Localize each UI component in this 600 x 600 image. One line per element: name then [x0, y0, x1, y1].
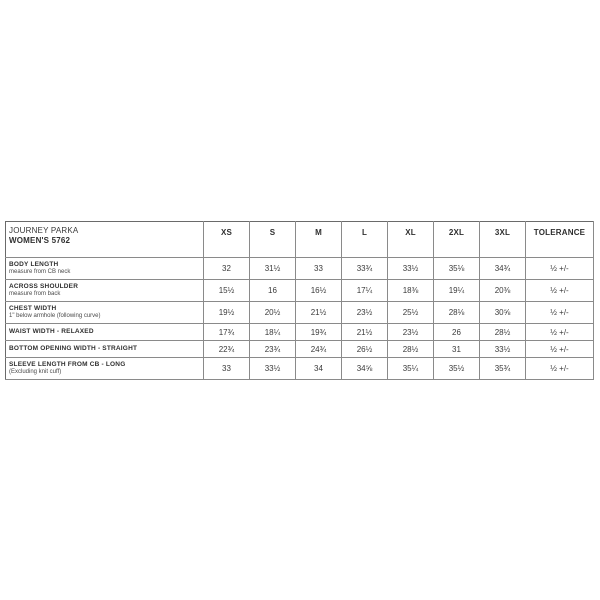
value-cell: 33 — [204, 358, 250, 380]
value-cell: 33½ — [250, 358, 296, 380]
size-header-2xl: 2XL — [434, 222, 480, 258]
measurement-name: BOTTOM OPENING WIDTH - STRAIGHT — [9, 345, 138, 353]
value-cell: 35¼ — [388, 358, 434, 380]
measurement-name: BODY LENGTH — [9, 261, 59, 269]
tolerance-cell: ½ +/- — [526, 302, 594, 324]
measurement-label — [6, 258, 204, 280]
value-cell: 34¾ — [480, 258, 526, 280]
tolerance-cell: ½ +/- — [526, 341, 594, 358]
value-cell: 28½ — [480, 324, 526, 341]
value-cell: 17¼ — [342, 280, 388, 302]
value-cell: 19¾ — [296, 324, 342, 341]
value-cell: 19½ — [204, 302, 250, 324]
value-cell: 24¾ — [296, 341, 342, 358]
table-row — [6, 358, 594, 380]
product-subtitle: WOMEN'S 5762 — [9, 236, 71, 245]
size-chart-table — [5, 221, 594, 380]
value-cell: 33½ — [388, 258, 434, 280]
size-header-xl: XL — [388, 222, 434, 258]
measurement-label — [6, 341, 204, 358]
value-cell: 23½ — [388, 324, 434, 341]
value-cell: 20⅜ — [480, 280, 526, 302]
value-cell: 33¾ — [342, 258, 388, 280]
table-row — [6, 302, 594, 324]
measurement-label — [6, 324, 204, 341]
measurement-note: 1" below armhole (following curve) — [9, 312, 101, 319]
table-row — [6, 324, 594, 341]
value-cell: 23½ — [342, 302, 388, 324]
value-cell: 32 — [204, 258, 250, 280]
value-cell: 17¾ — [204, 324, 250, 341]
value-cell: 22¾ — [204, 341, 250, 358]
value-cell: 16 — [250, 280, 296, 302]
tolerance-cell: ½ +/- — [526, 358, 594, 380]
product-title-cell — [6, 222, 204, 258]
value-cell: 33 — [296, 258, 342, 280]
value-cell: 18¼ — [250, 324, 296, 341]
table-row — [6, 280, 594, 302]
tolerance-cell: ½ +/- — [526, 324, 594, 341]
value-cell: 28½ — [388, 341, 434, 358]
size-header-3xl: 3XL — [480, 222, 526, 258]
size-header-s: S — [250, 222, 296, 258]
tolerance-cell: ½ +/- — [526, 280, 594, 302]
value-cell: 34⅝ — [342, 358, 388, 380]
table-row — [6, 258, 594, 280]
value-cell: 31½ — [250, 258, 296, 280]
value-cell: 25½ — [388, 302, 434, 324]
measurement-label — [6, 302, 204, 324]
value-cell: 28⅛ — [434, 302, 480, 324]
value-cell: 18⅜ — [388, 280, 434, 302]
measurement-name: SLEEVE LENGTH FROM CB - LONG — [9, 361, 126, 369]
value-cell: 35⅛ — [434, 258, 480, 280]
table-row — [6, 341, 594, 358]
value-cell: 26 — [434, 324, 480, 341]
tolerance-cell: ½ +/- — [526, 258, 594, 280]
measurement-name: WAIST WIDTH - RELAXED — [9, 328, 94, 336]
size-header-xs: XS — [204, 222, 250, 258]
value-cell: 30⅝ — [480, 302, 526, 324]
size-header-m: M — [296, 222, 342, 258]
value-cell: 16½ — [296, 280, 342, 302]
value-cell: 26½ — [342, 341, 388, 358]
size-header-l: L — [342, 222, 388, 258]
value-cell: 23¾ — [250, 341, 296, 358]
value-cell: 34 — [296, 358, 342, 380]
header-row — [6, 222, 594, 258]
spec-sheet — [5, 221, 595, 380]
tolerance-header: TOLERANCE — [526, 222, 594, 258]
measurement-note: measure from back — [9, 290, 61, 297]
value-cell: 20½ — [250, 302, 296, 324]
measurement-label — [6, 280, 204, 302]
measurement-note: (Excluding knit cuff) — [9, 368, 62, 375]
measurement-name: ACROSS SHOULDER — [9, 283, 79, 291]
value-cell: 21½ — [296, 302, 342, 324]
value-cell: 35¾ — [480, 358, 526, 380]
measurement-name: CHEST WIDTH — [9, 305, 57, 313]
product-name: JOURNEY PARKA — [9, 226, 79, 235]
value-cell: 21½ — [342, 324, 388, 341]
measurement-label — [6, 358, 204, 380]
value-cell: 31 — [434, 341, 480, 358]
value-cell: 35½ — [434, 358, 480, 380]
value-cell: 33½ — [480, 341, 526, 358]
value-cell: 19¼ — [434, 280, 480, 302]
value-cell: 15½ — [204, 280, 250, 302]
measurement-note: measure from CB neck — [9, 268, 71, 275]
